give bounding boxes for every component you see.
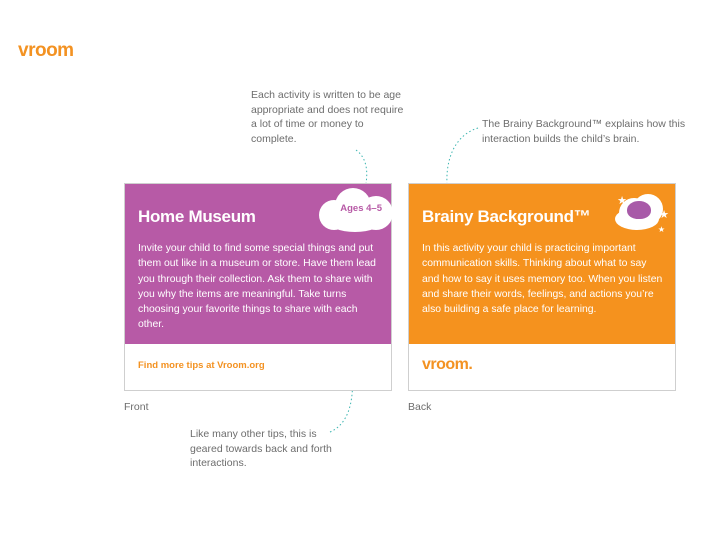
front-card-header bbox=[125, 184, 391, 344]
interaction-note: Like many other tips, this is geared towards back and forth interactions. bbox=[190, 428, 332, 469]
age-appropriate-note: Each activity is written to be age appropriate and does not require a lot of time or money to complete. bbox=[251, 89, 404, 145]
age-badge: Ages 4–5 bbox=[340, 203, 382, 214]
front-label: Front bbox=[124, 401, 149, 413]
vroom-logo: vroom bbox=[18, 40, 74, 61]
back-card-body: In this activity your child is practicing important communication skills. Thinking about what to say and how to say it uses memory too. When you listen and share their words, feelings, and actions you’re also building a safe place for learning. bbox=[422, 243, 663, 316]
star-icon: ★ bbox=[617, 195, 627, 207]
back-card-title: Brainy Background™ bbox=[422, 207, 591, 226]
front-card bbox=[124, 183, 392, 391]
star-icon: ★ bbox=[659, 209, 669, 221]
back-label: Back bbox=[408, 401, 432, 413]
front-card-body: Invite your child to find some special things and put them out like in a museum or store. Have them lead you through their collection. Ask them to share with you why the items are meaningful. Take turns choosing your favorite things to share with each other. bbox=[138, 243, 376, 331]
star-icon: ★ bbox=[657, 225, 665, 234]
back-card-header bbox=[409, 184, 675, 344]
brain-icon bbox=[627, 201, 651, 219]
vroom-tips-link[interactable]: Find more tips at Vroom.org bbox=[138, 360, 265, 371]
brainy-background-note: The Brainy Background™ explains how this interaction builds the child’s brain. bbox=[482, 118, 686, 145]
back-card-logo: vroom. bbox=[422, 356, 473, 373]
front-card-title: Home Museum bbox=[138, 207, 256, 226]
back-card bbox=[408, 183, 676, 391]
